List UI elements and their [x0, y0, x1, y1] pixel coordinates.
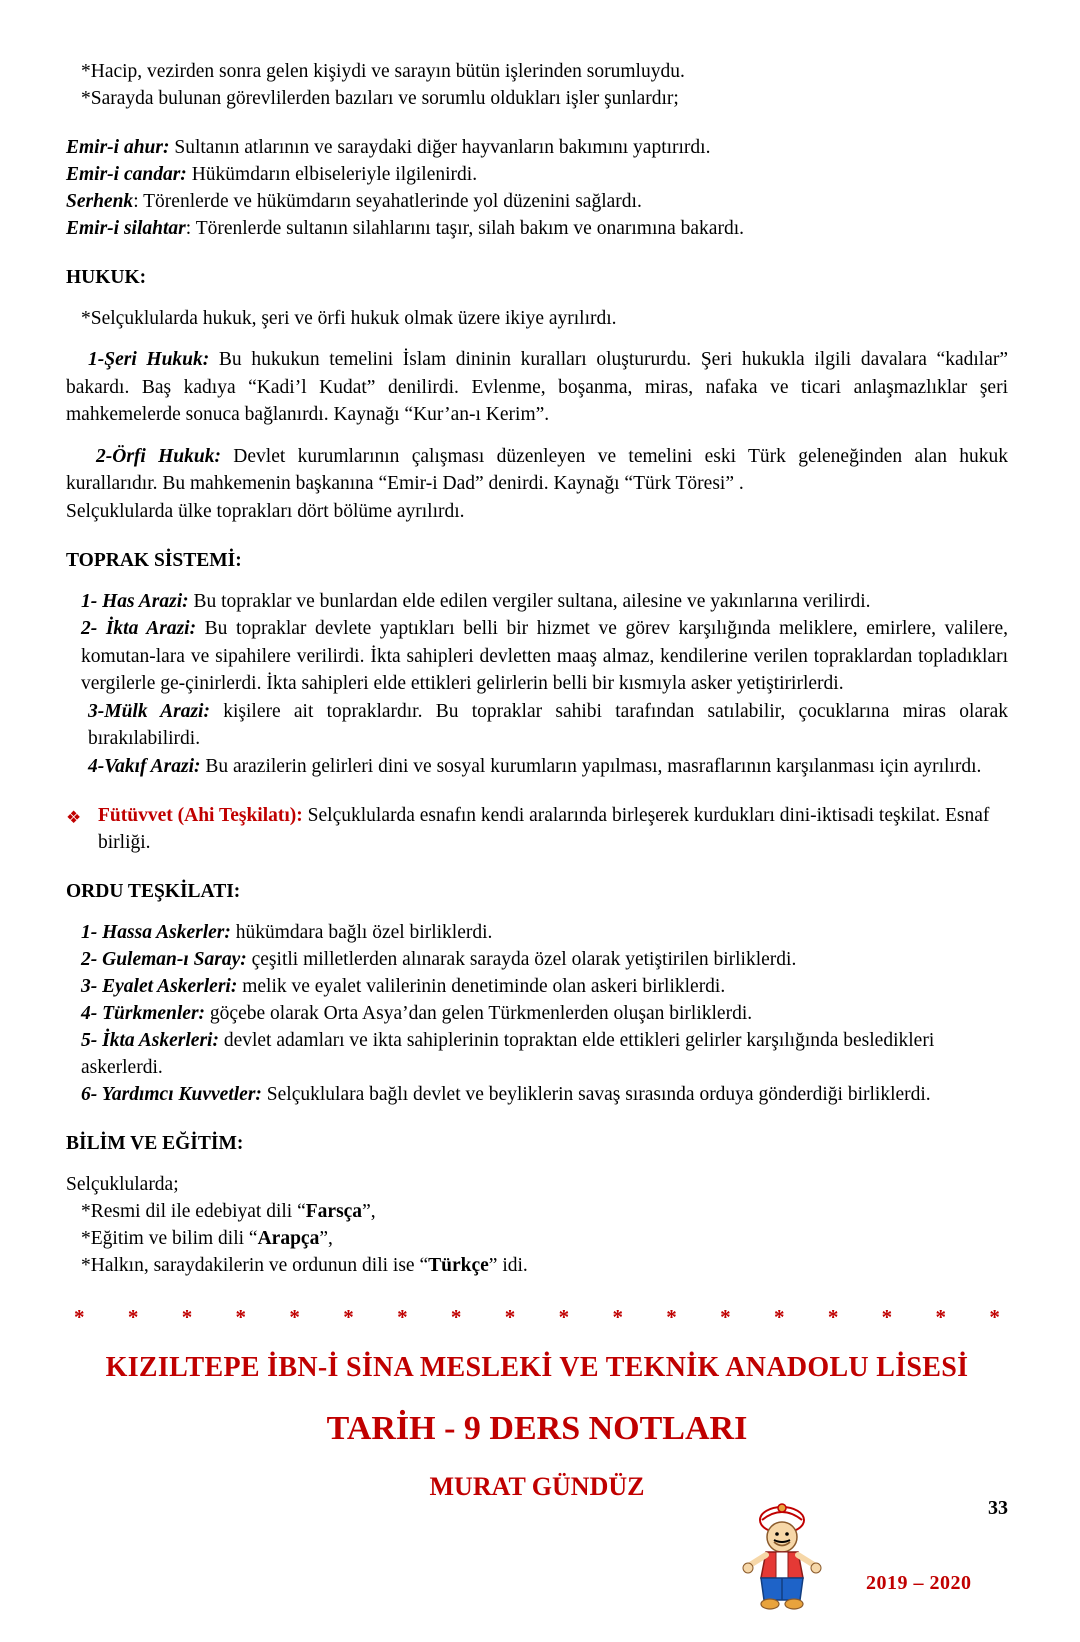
section-heading-bilim: BİLİM VE EĞİTİM:: [66, 1133, 244, 1154]
toprak-desc: kişilere ait topraklardır. Bu topraklar sahibi tarafından satılabilir, çocuklarına miras olarak bırakılabilirdi.: [88, 700, 1008, 749]
bilim-post: ”,: [319, 1228, 333, 1249]
ordu-term: 2- Guleman-ı Saray:: [81, 949, 247, 970]
toprak-item: [66, 615, 1008, 698]
ordu-term: 6- Yardımcı Kuvvetler:: [81, 1084, 262, 1105]
section-heading-hukuk: HUKUK:: [66, 267, 147, 288]
official-row: [66, 215, 1008, 242]
toprak-desc: Bu arazilerin gelirleri dini ve sosyal kurumların yapılması, masraflarının karşılanması için ayrılırdı.: [200, 755, 982, 777]
intro-line-2: *Sarayda bulunan görevlilerden bazıları ve sorumlu oldukları işler şunlardır;: [81, 88, 679, 109]
toprak-term: 3-Mülk Arazi:: [88, 700, 210, 722]
official-desc: : Törenlerde ve hükümdarın seyahatlerinde yol düzenini sağlardı.: [133, 191, 642, 212]
ordu-term: 3- Eyalet Askerleri:: [81, 976, 238, 997]
hukuk-closing: Selçuklularda ülke toprakları dört bölüme ayrılırdı.: [66, 500, 465, 522]
star-glyph-icon: *: [827, 1305, 839, 1329]
futuvvet-bullet-row: [66, 802, 1008, 856]
hukuk-orfi-text: Devlet kurumlarının çalışması düzenleyen ve temelini eski Türk geleneğinden alan hukuk kurallarıdır. Bu mahkemenin başkanına “Emir-i Dad” denirdi. Kaynağı “Türk Töresi” .: [66, 445, 1009, 494]
section-heading-ordu: ORDU TEŞKİLATI:: [66, 881, 241, 902]
year-label: 2019 – 2020: [866, 1572, 972, 1594]
star-glyph-icon: *: [773, 1305, 785, 1329]
ordu-item: [66, 1081, 1008, 1108]
star-separator: [66, 1305, 1008, 1330]
hukuk-orfi-paragraph: [66, 443, 1008, 498]
star-glyph-icon: *: [343, 1305, 354, 1329]
intro-line-1: *Hacip, vezirden sonra gelen kişiydi ve sarayın bütün işlerinden sorumluydu.: [81, 61, 685, 82]
ordu-item: [66, 919, 1008, 946]
ordu-desc: devlet adamları ve ikta sahiplerinin topraktan elde ettikleri gelirler karşılığında besledikleri askerlerdi.: [81, 1030, 935, 1078]
star-glyph-icon: *: [989, 1305, 1000, 1329]
toprak-desc: Bu topraklar devlete yaptıkları belli bir hizmet ve görev karşılığında meliklere, emirlere, valilere, komutan-lara ve sipahilere verilirdi. İkta sahipleri devletten maaş almaz, kendilerine verilen topraklardan topladıkları vergilerle ge-çinirlerdi. İkta sahipleri elde ettikleri gelirlerin belli bir kısmıyla asker yetiştirirlerdi.: [81, 618, 1008, 694]
official-row: [66, 134, 1008, 161]
spacer: [66, 574, 1008, 588]
ordu-term: 4- Türkmenler:: [81, 1003, 206, 1024]
ordu-desc: göçebe olarak Orta Asya’dan gelen Türkmenlerden oluşan birliklerdi.: [205, 1003, 753, 1024]
star-glyph-icon: *: [666, 1305, 677, 1329]
ordu-desc: hükümdara bağlı özel birliklerdi.: [230, 922, 493, 943]
toprak-term: 1- Has Arazi:: [81, 590, 189, 612]
star-glyph-icon: *: [881, 1305, 893, 1329]
spacer: [66, 291, 1008, 305]
official-desc: Sultanın atlarının ve saraydaki diğer hayvanların bakımını yaptırırdı.: [169, 137, 711, 158]
spacer: [66, 1157, 1008, 1171]
intro-block: [66, 58, 1008, 112]
bilim-bold: Türkçe: [428, 1255, 489, 1276]
bilim-lead: Selçuklularda;: [66, 1174, 179, 1195]
hukuk-seri-text: Bu hukukun temelini İslam dininin kuralları oluştururdu. Şeri hukukla ilgili davalara “kadılar” bakardı. Baş kadıya “Kadi’l Kudat” denilirdi. Evlenme, boşanma, miras, nafaka ve ticari anlaşmazlıklar şeri mahkemelerde sonuca bağlanırdı. Kaynağı “Kur’an-ı Kerim”.: [66, 349, 1008, 425]
spacer: [66, 856, 1008, 878]
star-glyph-icon: *: [235, 1305, 247, 1329]
bilim-line: [66, 1252, 1008, 1279]
ordu-item: [66, 1027, 1008, 1081]
star-glyph-icon: *: [289, 1305, 300, 1329]
toprak-item: [66, 753, 1008, 781]
bilim-pre: *Eğitim ve bilim dili “: [81, 1228, 258, 1249]
toprak-item: [66, 588, 1008, 616]
officials-block: [66, 134, 1008, 242]
official-term: Serhenk: [66, 191, 134, 212]
spacer: [66, 780, 1008, 802]
ordu-item: [66, 973, 1008, 1000]
hukuk-intro: *Selçuklularda hukuk, şeri ve örfi hukuk olmak üzere ikiye ayrılırdı.: [81, 308, 617, 329]
official-term: Emir-i silahtar: [66, 218, 186, 239]
author-row: [66, 1502, 1008, 1622]
star-glyph-icon: *: [74, 1305, 85, 1329]
bilim-line: [66, 1225, 1008, 1252]
section-heading-toprak: TOPRAK SİSTEMİ:: [66, 549, 242, 571]
school-title: KIZILTEPE İBN-İ SİNA MESLEKİ VE TEKNİK ANADOLU LİSESİ: [105, 1352, 969, 1383]
toprak-term: 2- İkta Arazi:: [81, 618, 197, 639]
bilim-line: [66, 1198, 1008, 1225]
official-term: Emir-i candar:: [66, 164, 187, 185]
star-glyph-icon: *: [935, 1305, 946, 1329]
spacer: [66, 242, 1008, 264]
ordu-desc: Selçuklulara bağlı devlet ve beyliklerin savaş sırasında orduya gönderdiği birliklerdi.: [261, 1084, 931, 1105]
star-glyph-icon: *: [127, 1305, 139, 1329]
star-glyph-icon: *: [504, 1305, 516, 1329]
bilim-pre: *Halkın, saraydakilerin ve ordunun dili ise “: [81, 1255, 429, 1276]
official-row: [66, 161, 1008, 188]
spacer: [66, 905, 1008, 919]
official-desc: Hükümdarın elbiseleriyle ilgilenirdi.: [186, 164, 478, 185]
diamond-bullet-icon: ❖: [66, 808, 82, 827]
course-title: TARİH - 9 DERS NOTLARI: [326, 1410, 748, 1447]
spacer: [66, 525, 1008, 547]
spacer: [66, 429, 1008, 443]
bilim-bold: Arapça: [257, 1228, 320, 1249]
bilim-post: ”,: [362, 1201, 376, 1222]
author-name: MURAT GÜNDÜZ: [429, 1472, 645, 1501]
toprak-desc: Bu topraklar ve bunlardan elde edilen vergiler sultana, ailesine ve yakınlarına verilirdi.: [188, 590, 871, 612]
ordu-desc: çeşitli milletlerden alınarak sarayda özel olarak yetiştirilen birliklerdi.: [246, 949, 797, 970]
bilim-bold: Farsça: [305, 1201, 363, 1222]
official-desc: : Törenlerde sultanın silahlarını taşır, silah bakım ve onarımına bakardı.: [185, 218, 744, 239]
star-glyph-icon: *: [720, 1305, 731, 1329]
official-term: Emir-i ahur:: [66, 137, 170, 158]
ordu-item: [66, 1000, 1008, 1027]
futuvvet-term: Fütüvvet (Ahi Teşkilatı):: [98, 805, 303, 826]
hukuk-seri-paragraph: [66, 346, 1008, 429]
star-glyph-icon: *: [181, 1305, 193, 1329]
spacer: [66, 332, 1008, 346]
ordu-term: 5- İkta Askerleri:: [81, 1030, 219, 1051]
toprak-item: [66, 698, 1008, 753]
bilim-pre: *Resmi dil ile edebiyat dili “: [81, 1201, 306, 1222]
toprak-term: 4-Vakıf Arazi:: [88, 755, 201, 777]
official-row: [66, 188, 1008, 215]
bilim-post: ” idi.: [488, 1255, 528, 1276]
star-glyph-icon: *: [558, 1305, 570, 1329]
star-glyph-icon: *: [450, 1305, 462, 1329]
mascot-illustration-icon: [736, 1500, 828, 1618]
spacer: [66, 1108, 1008, 1130]
futuvvet-desc: Selçuklularda esnafın kendi aralarında birleşerek kurdukları dini-iktisadi teşkilat. Esnaf birliği.: [98, 805, 990, 853]
spacer: [66, 112, 1008, 134]
page-number: 33: [988, 1497, 1008, 1519]
hukuk-seri-term: 1-Şeri Hukuk:: [88, 349, 210, 370]
star-glyph-icon: *: [612, 1305, 623, 1329]
hukuk-orfi-term: 2-Örfi Hukuk:: [96, 445, 221, 467]
star-glyph-icon: *: [397, 1305, 408, 1329]
futuvvet-text: [98, 802, 1008, 856]
ordu-desc: melik ve eyalet valilerinin denetiminde olan askeri birliklerdi.: [237, 976, 726, 997]
ordu-item: [66, 946, 1008, 973]
ordu-term: 1- Hassa Askerler:: [81, 922, 231, 943]
